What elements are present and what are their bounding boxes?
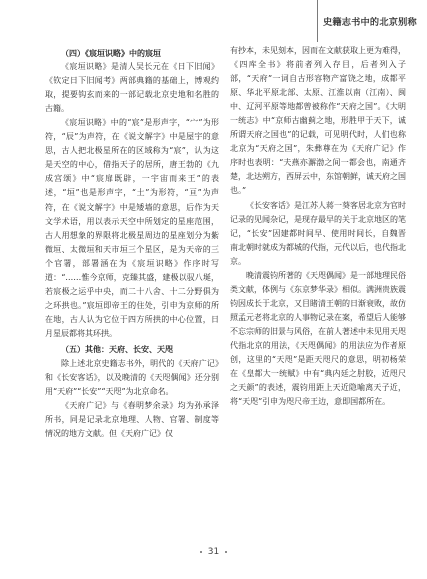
running-header — [0, 0, 427, 42]
paragraph: 《宸垣识略》中的“宸”是形声字，“宀”为形符，“辰”为声符，在《说文解字》中是屋宇的意思，古人把北极星所在的区域称为“宸”，认为这是天空的中心，借指天子的居所，唐王勃的《九成宫颂》中“宸扉既辟，一宇宙而来王”的表述，“垣”也是形声字，“土”为形符，“亘”为声符，在《说文解字》中是矮墙的意思，后作为天文学术语，用以表示天空中所划定的星座范围，古人用想象的界限将北极星周边的星座划分为紫微垣、太微垣和天市垣三个星区，是为天帝的三个官署，部署涵在为《宸垣识略》作序时写道：“……惟今京师，克臻其盛，建极以驭八埏，若宸极之运乎中央，而二十八舍、十二分野俱为之环拱也。”宸垣即帝王的住处，引申为京师的所在地，古人认为它位于四方所拱的中心位置，日月星辰都将其环拱。 — [45, 118, 219, 338]
page-number-text: 31 — [207, 547, 220, 557]
paragraph: 《长安客话》是江苏人蒋一葵客居北京为官时记录的见闻杂记，是现存最早的关于北京地区的笔记，“长安”因建都时间早、使用时间长，自魏晋南北朝时就成为都城的代指，元代以后，也代指北京。 — [230, 200, 406, 266]
right-column — [230, 44, 406, 409]
paragraph: 晚清震钧所著的《天咫偶闻》是一部地理民俗类文献，体例与《东京梦华录》相似。满洲贵族震钧因成长于北京，又目睹清王朝的日渐衰败，故仿照孟元老将北京的人事物记录在案，希望后人能够不忘宗师的旧景与风俗，在前人著述中未见用天咫代指北京的用法，《天咫偶闻》的用法应为作者原创，这里的“天咫”是距天咫尺的意思，明初杨荣在《皇都大一统赋》中有“典内廷之肘胶，近咫尺之天颜”的表述，震钧用距上天近隐喻离天子近，将“天咫”引申为咫尺帝王边，意即国都所在。 — [230, 270, 406, 407]
header-title: 史籍志书中的北京别称 — [323, 17, 417, 28]
section-heading-4: （四）《宸垣识略》中的宸垣 — [61, 48, 161, 58]
page-number-dot-right — [225, 551, 227, 553]
paragraph: 《宸垣识略》是清人吴长元在《日下旧闻》《钦定日下旧闻考》两部典籍的基础上，博观约取，提要钩玄而来的一部记载北京史地和名胜的古籍。 — [45, 62, 219, 114]
page-number-dot-left — [200, 551, 202, 553]
left-column — [45, 46, 219, 441]
paragraph: 《天府广记》与《春明梦余录》均为孙承泽所书，同是记录北京地理、人物、官署、制度等情况的地方文献。但《天府广记》仅 — [45, 401, 219, 439]
paragraph: 除上述北京史籍志书外，明代的《天府广记》和《长安客话》，以及晚清的《天咫偶闻》还分别用“天府”“长安”“天咫”为北京命名。 — [45, 359, 219, 397]
header-divider — [317, 0, 318, 42]
page-number — [0, 547, 427, 557]
paragraph: 有抄本，未见刻本，因而在文献获取上更为难得，《四库全书》将前者列入存目，后者列入子部，“天府”一词自古形容物产富饶之地，成都平原、华北平原北部、太原、江淮以南（江南）、闽中、辽河平原等地都曾被称作“天府之国”。《大明一统志》中“京师古幽蓟之地，形胜甲于天下，诚所谓天府之国也”的记载，可见明代时，人们也称北京为“天府之国”，朱彝尊在为《天府广记》作序时也表明：“夫燕亦澥渤之间一都会也，南通齐楚，北达朔方，西屏云中，东馆朝鲜，诚天府之国也。” — [230, 46, 406, 196]
section-heading-5: （五）其他：天府、长安、天咫 — [61, 343, 173, 354]
